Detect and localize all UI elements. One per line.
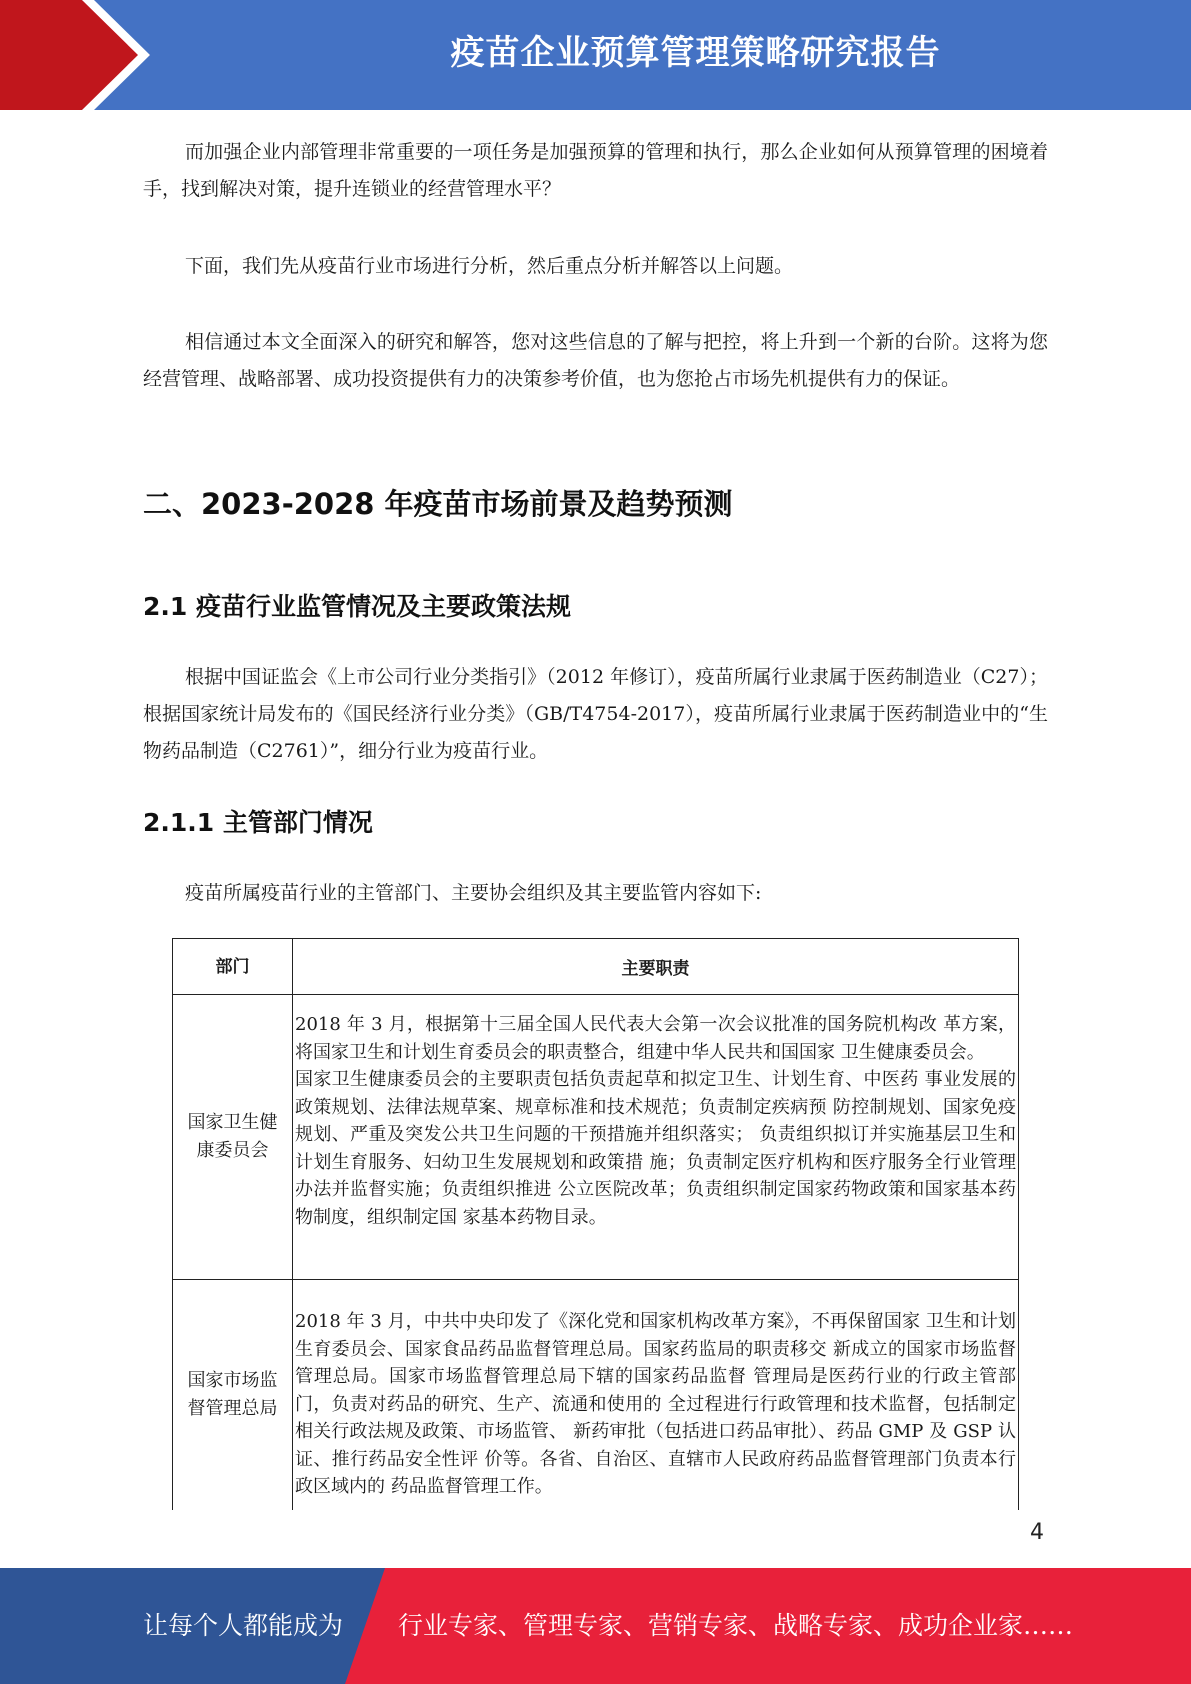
paragraph-analysis: 下面，我们先从疫苗行业市场进行分析，然后重点分析并解答以上问题。 xyxy=(185,255,794,277)
table-cell-duty: 2018 年 3 月，中共中央印发了《深化党和国家机构改革方案》，不再保留国家 卫生和计划生育委员会、国家食品药品监督管理总局。国家药监局的职责移交 新成立的国家市场监督管理总局。国家市场监督管理总局下辖的国家药品监督 管理局是医药行业的行政主管部门，负责对药品的研究、生产、流通和使用的 全过程进行行政管理和技术监督，包括制定相关行政法规及政策、市场监管、 新药审批（包括进口药品审批）、药品 GMP 及 GSP 认证、推行药品安全性评 价等。各省、自治区、直辖市人民政府药品监督管理部门负责本行政区域内的 药品监督管理工作。 xyxy=(293,1280,1019,1510)
table-row xyxy=(173,995,1019,1280)
page-footer xyxy=(0,1568,1191,1684)
header-red-arrow xyxy=(0,0,160,110)
paragraph-classification: 根据中国证监会《上市公司行业分类指引》（2012 年修订），疫苗所属行业隶属于医药制造业（C27）；根据国家统计局发布的《国民经济行业分类》（GB/T4754-2017），疫苗所属行业隶属于医药制造业中的“生物药品制造（C2761）”，细分行业为疫苗行业。 xyxy=(143,666,1048,762)
report-title: 疫苗企业预算管理策略研究报告 xyxy=(450,33,941,73)
footer-slogan-right: 行业专家、管理专家、营销专家、战略专家、成功企业家…… xyxy=(398,1611,1074,1640)
footer-slogan-left: 让每个人都能成为 xyxy=(143,1611,344,1640)
table-cell-duty: 2018 年 3 月，根据第十三届全国人民代表大会第一次会议批准的国务院机构改 革方案，将国家卫生和计划生育委员会的职责整合，组建中华人民共和国国家 卫生健康委员会。 国家卫生健康委员会的主要职责包括负责起草和拟定卫生、计划生育、中医药 事业发展的政策规划、法律法规草案、规章标准和技术规范；负责制定疾病预 防控制规划、国家免疫规划、严重及突发公共卫生问题的干预措施并组织落实； 负责组织拟订并实施基层卫生和计划生育服务、妇幼卫生发展规划和政策措 施；负责制定医疗机构和医疗服务全行业管理办法并监督实施；负责组织推进 公立医院改革；负责组织制定国家药物政策和国家基本药物制度，组织制定国 家基本药物目录。 xyxy=(293,995,1019,1280)
table-header-dept: 部门 xyxy=(173,939,293,995)
page-number: 4 xyxy=(1030,1520,1044,1545)
paragraph-table-intro: 疫苗所属疫苗行业的主管部门、主要协会组织及其主要监管内容如下: xyxy=(185,882,762,904)
section-heading: 二、2023-2028 年疫苗市场前景及趋势预测 xyxy=(143,487,733,521)
table-cell-dept: 国家市场监督管理总局 xyxy=(173,1280,293,1510)
regulator-table xyxy=(172,938,1019,1510)
page-header xyxy=(0,0,1191,110)
table-header-row xyxy=(173,939,1019,995)
table-header-duty: 主要职责 xyxy=(293,939,1019,995)
paragraph-value: 相信通过本文全面深入的研究和解答，您对这些信息的了解与把控，将上升到一个新的台阶。这将为您经营管理、战略部署、成功投资提供有力的决策参考价值，也为您抢占市场先机提供有力的保证。 xyxy=(143,331,1048,390)
table-row xyxy=(173,1280,1019,1510)
subsection-heading: 2.1 疫苗行业监管情况及主要政策法规 xyxy=(143,592,571,621)
table-cell-dept: 国家卫生健康委员会 xyxy=(173,995,293,1280)
paragraph-intro: 而加强企业内部管理非常重要的一项任务是加强预算的管理和执行，那么企业如何从预算管理的困境着手，找到解决对策，提升连锁业的经营管理水平？ xyxy=(143,141,1048,200)
subsubsection-heading: 2.1.1 主管部门情况 xyxy=(143,808,373,837)
